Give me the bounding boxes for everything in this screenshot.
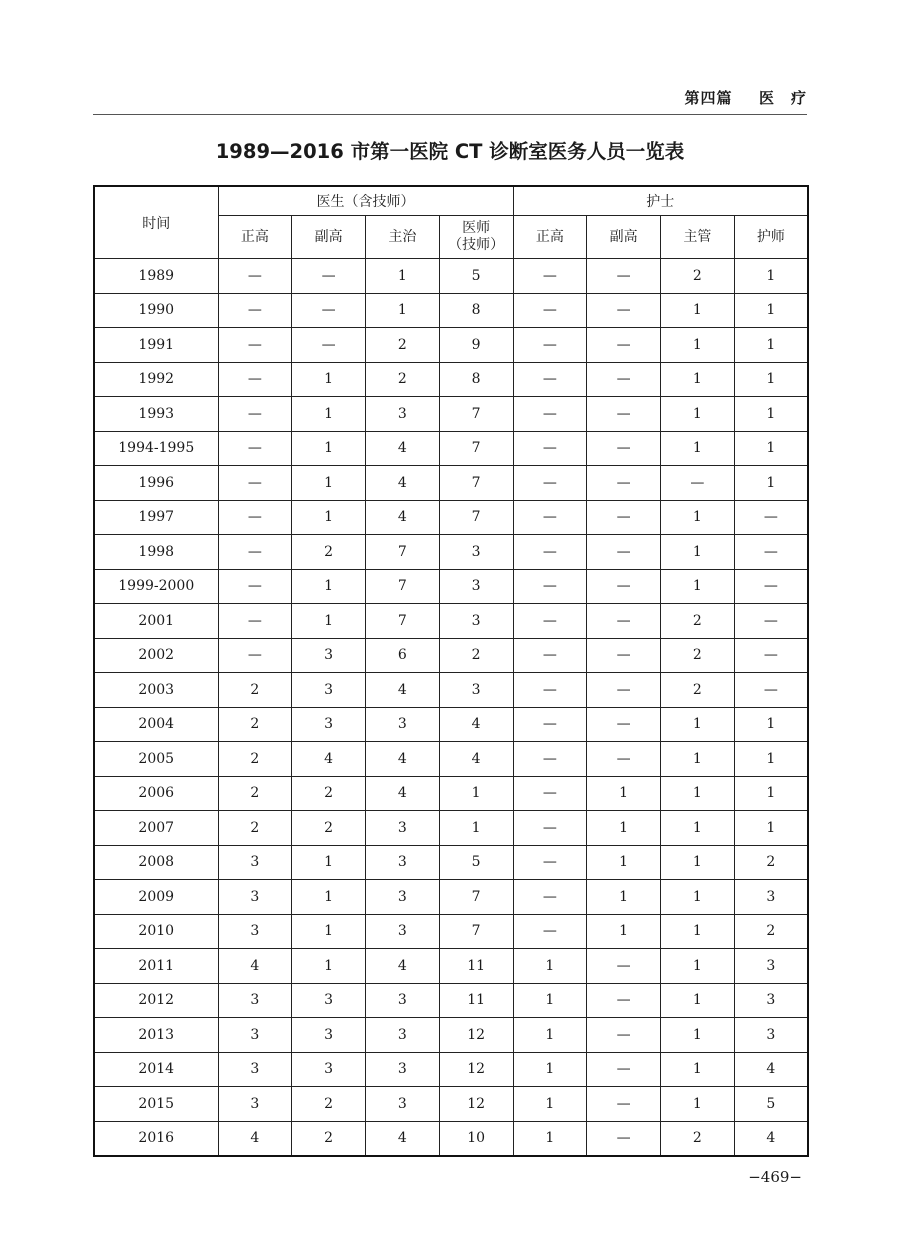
table-cell: 1 bbox=[513, 1018, 587, 1053]
table-cell: 4 bbox=[734, 1121, 808, 1156]
table-cell: — bbox=[587, 1018, 661, 1053]
table-cell: 1 bbox=[292, 604, 366, 639]
table-cell: 6 bbox=[366, 638, 440, 673]
row-time-cell: 2015 bbox=[94, 1087, 218, 1122]
table-cell: — bbox=[513, 776, 587, 811]
row-time-cell: 1996 bbox=[94, 466, 218, 501]
table-cell: 3 bbox=[292, 638, 366, 673]
table-cell: 11 bbox=[439, 949, 513, 984]
table-cell: — bbox=[218, 500, 292, 535]
table-cell: 1 bbox=[661, 293, 735, 328]
table-cell: 1 bbox=[661, 742, 735, 777]
row-time-cell: 1990 bbox=[94, 293, 218, 328]
table-cell: — bbox=[587, 328, 661, 363]
table-cell: 1 bbox=[734, 259, 808, 294]
table-cell: 1 bbox=[734, 742, 808, 777]
table-cell: 4 bbox=[366, 466, 440, 501]
table-cell: 4 bbox=[366, 742, 440, 777]
table-cell: 7 bbox=[366, 535, 440, 570]
col-header-nurse-senior: 正高 bbox=[513, 216, 587, 259]
table-cell: — bbox=[734, 535, 808, 570]
table-row bbox=[94, 500, 808, 535]
table-cell: 1 bbox=[292, 914, 366, 949]
table-cell: — bbox=[513, 466, 587, 501]
table-cell: 1 bbox=[661, 535, 735, 570]
table-cell: 1 bbox=[734, 776, 808, 811]
table-cell: — bbox=[218, 535, 292, 570]
row-time-cell: 2009 bbox=[94, 880, 218, 915]
table-cell: — bbox=[587, 1052, 661, 1087]
table-cell: 1 bbox=[366, 259, 440, 294]
row-time-cell: 2010 bbox=[94, 914, 218, 949]
table-cell: 4 bbox=[734, 1052, 808, 1087]
table-cell: 7 bbox=[439, 880, 513, 915]
group-header-doctor: 医生（含技师） bbox=[218, 186, 513, 216]
table-cell: 1 bbox=[734, 466, 808, 501]
staff-table bbox=[93, 185, 809, 1157]
table-cell: — bbox=[513, 431, 587, 466]
table-cell: — bbox=[513, 397, 587, 432]
table-cell: — bbox=[587, 983, 661, 1018]
row-time-cell: 2003 bbox=[94, 673, 218, 708]
table-row bbox=[94, 1018, 808, 1053]
table-cell: 2 bbox=[218, 742, 292, 777]
table-cell: — bbox=[587, 949, 661, 984]
row-time-cell: 2013 bbox=[94, 1018, 218, 1053]
table-cell: 5 bbox=[439, 259, 513, 294]
table-cell: 1 bbox=[661, 845, 735, 880]
table-cell: — bbox=[734, 638, 808, 673]
table-row bbox=[94, 535, 808, 570]
table-cell: 4 bbox=[439, 707, 513, 742]
table-row bbox=[94, 638, 808, 673]
table-cell: — bbox=[587, 604, 661, 639]
table-row bbox=[94, 845, 808, 880]
table-row bbox=[94, 1052, 808, 1087]
table-row bbox=[94, 259, 808, 294]
table-cell: 1 bbox=[292, 569, 366, 604]
table-cell: — bbox=[513, 328, 587, 363]
table-cell: 3 bbox=[366, 880, 440, 915]
table-cell: 7 bbox=[366, 604, 440, 639]
table-cell: — bbox=[587, 431, 661, 466]
table-cell: 2 bbox=[734, 845, 808, 880]
table-cell: 1 bbox=[661, 397, 735, 432]
table-cell: 3 bbox=[366, 811, 440, 846]
table-cell: 10 bbox=[439, 1121, 513, 1156]
table-cell: — bbox=[218, 397, 292, 432]
table-cell: 1 bbox=[587, 845, 661, 880]
table-cell: 1 bbox=[587, 811, 661, 846]
table-cell: 1 bbox=[734, 397, 808, 432]
table-cell: 2 bbox=[661, 604, 735, 639]
table-cell: 1 bbox=[292, 500, 366, 535]
table-cell: 1 bbox=[661, 500, 735, 535]
table-cell: 3 bbox=[439, 604, 513, 639]
table-cell: 2 bbox=[292, 535, 366, 570]
table-cell: — bbox=[587, 1121, 661, 1156]
table-cell: — bbox=[513, 259, 587, 294]
table-cell: 1 bbox=[734, 707, 808, 742]
row-time-cell: 1991 bbox=[94, 328, 218, 363]
table-cell: — bbox=[218, 466, 292, 501]
table-cell: 1 bbox=[587, 776, 661, 811]
table-cell: 1 bbox=[734, 328, 808, 363]
table-cell: 1 bbox=[661, 949, 735, 984]
table-cell: 3 bbox=[366, 707, 440, 742]
table-cell: 2 bbox=[661, 638, 735, 673]
table-row bbox=[94, 569, 808, 604]
col-header-time: 时间 bbox=[94, 186, 218, 259]
running-head bbox=[93, 87, 807, 115]
table-cell: 1 bbox=[661, 362, 735, 397]
table-row bbox=[94, 742, 808, 777]
table-cell: — bbox=[587, 500, 661, 535]
table-cell: 3 bbox=[439, 673, 513, 708]
table-cell: 1 bbox=[661, 707, 735, 742]
row-time-cell: 1994-1995 bbox=[94, 431, 218, 466]
table-row bbox=[94, 811, 808, 846]
table-cell: — bbox=[292, 259, 366, 294]
table-cell: 1 bbox=[661, 1018, 735, 1053]
row-time-cell: 2006 bbox=[94, 776, 218, 811]
row-time-cell: 1989 bbox=[94, 259, 218, 294]
table-row bbox=[94, 949, 808, 984]
table-cell: — bbox=[587, 638, 661, 673]
table-cell: 1 bbox=[661, 1052, 735, 1087]
table-cell: 2 bbox=[366, 362, 440, 397]
table-cell: 4 bbox=[439, 742, 513, 777]
table-row bbox=[94, 983, 808, 1018]
table-cell: — bbox=[734, 673, 808, 708]
table-cell: — bbox=[587, 742, 661, 777]
table-row bbox=[94, 1121, 808, 1156]
table-cell: 4 bbox=[218, 949, 292, 984]
table-cell: 9 bbox=[439, 328, 513, 363]
row-time-cell: 1999-2000 bbox=[94, 569, 218, 604]
table-cell: 4 bbox=[366, 673, 440, 708]
table-row bbox=[94, 673, 808, 708]
table-cell: 3 bbox=[366, 1052, 440, 1087]
table-cell: 3 bbox=[218, 1087, 292, 1122]
row-time-cell: 2001 bbox=[94, 604, 218, 639]
table-cell: — bbox=[513, 707, 587, 742]
table-cell: 1 bbox=[292, 949, 366, 984]
table-cell: 2 bbox=[218, 707, 292, 742]
row-time-cell: 2007 bbox=[94, 811, 218, 846]
table-cell: — bbox=[734, 500, 808, 535]
table-cell: 1 bbox=[661, 328, 735, 363]
table-cell: 3 bbox=[734, 983, 808, 1018]
table-cell: — bbox=[218, 293, 292, 328]
table-cell: — bbox=[513, 914, 587, 949]
table-cell: 7 bbox=[439, 914, 513, 949]
row-time-cell: 1998 bbox=[94, 535, 218, 570]
table-cell: 3 bbox=[218, 1018, 292, 1053]
table-cell: 3 bbox=[366, 1087, 440, 1122]
table-cell: — bbox=[218, 328, 292, 363]
table-cell: — bbox=[218, 604, 292, 639]
row-time-cell: 2002 bbox=[94, 638, 218, 673]
running-head-chapter: 医 疗 bbox=[758, 89, 807, 107]
table-cell: 2 bbox=[218, 673, 292, 708]
table-cell: — bbox=[513, 638, 587, 673]
table-cell: — bbox=[513, 845, 587, 880]
col-header-nurse-supervisor: 主管 bbox=[661, 216, 735, 259]
table-cell: — bbox=[513, 362, 587, 397]
table-cell: 1 bbox=[734, 431, 808, 466]
table-cell: 1 bbox=[661, 776, 735, 811]
table-cell: 12 bbox=[439, 1052, 513, 1087]
table-cell: 3 bbox=[218, 983, 292, 1018]
table-cell: 1 bbox=[734, 811, 808, 846]
table-cell: 1 bbox=[734, 362, 808, 397]
table-cell: 1 bbox=[366, 293, 440, 328]
table-title: 1989—2016 市第一医院 CT 诊断室医务人员一览表 bbox=[215, 140, 685, 163]
table-cell: — bbox=[513, 673, 587, 708]
table-cell: — bbox=[587, 466, 661, 501]
table-cell: 11 bbox=[439, 983, 513, 1018]
table-cell: 1 bbox=[292, 431, 366, 466]
col-header-doctor-attending: 主治 bbox=[366, 216, 440, 259]
table-cell: — bbox=[218, 362, 292, 397]
table-cell: 2 bbox=[661, 673, 735, 708]
table-cell: 4 bbox=[366, 949, 440, 984]
row-time-cell: 1997 bbox=[94, 500, 218, 535]
table-cell: 3 bbox=[292, 673, 366, 708]
table-cell: — bbox=[218, 569, 292, 604]
table-cell: 8 bbox=[439, 293, 513, 328]
table-cell: 3 bbox=[366, 983, 440, 1018]
table-cell: — bbox=[513, 742, 587, 777]
table-cell: — bbox=[587, 362, 661, 397]
table-cell: — bbox=[587, 1087, 661, 1122]
table-cell: 4 bbox=[292, 742, 366, 777]
table-cell: 2 bbox=[292, 811, 366, 846]
table-row bbox=[94, 328, 808, 363]
table-cell: 5 bbox=[439, 845, 513, 880]
col-header-doctor-senior: 正高 bbox=[218, 216, 292, 259]
col-header-doctor-physician: 医师 （技师） bbox=[439, 216, 513, 259]
table-cell: — bbox=[587, 569, 661, 604]
table-cell: 1 bbox=[513, 1121, 587, 1156]
table-cell: 3 bbox=[218, 880, 292, 915]
table-cell: — bbox=[587, 397, 661, 432]
row-time-cell: 2012 bbox=[94, 983, 218, 1018]
table-body bbox=[94, 259, 808, 1157]
table-cell: 1 bbox=[734, 293, 808, 328]
table-row bbox=[94, 397, 808, 432]
table-cell: 1 bbox=[661, 914, 735, 949]
table-cell: 1 bbox=[292, 880, 366, 915]
table-row bbox=[94, 707, 808, 742]
table-cell: 2 bbox=[218, 776, 292, 811]
table-cell: 5 bbox=[734, 1087, 808, 1122]
table-cell: 3 bbox=[218, 845, 292, 880]
table-cell: 7 bbox=[439, 397, 513, 432]
table-row bbox=[94, 466, 808, 501]
col-header-nurse-associate: 副高 bbox=[587, 216, 661, 259]
row-time-cell: 1993 bbox=[94, 397, 218, 432]
col-header-nurse-practitioner: 护师 bbox=[734, 216, 808, 259]
table-cell: 3 bbox=[366, 914, 440, 949]
table-cell: 2 bbox=[292, 776, 366, 811]
table-cell: 4 bbox=[218, 1121, 292, 1156]
table-cell: 1 bbox=[292, 845, 366, 880]
table-cell: 3 bbox=[734, 880, 808, 915]
table-cell: 2 bbox=[439, 638, 513, 673]
table-cell: 1 bbox=[587, 880, 661, 915]
table-cell: — bbox=[292, 293, 366, 328]
table-cell: 4 bbox=[366, 1121, 440, 1156]
table-row bbox=[94, 1087, 808, 1122]
row-time-cell: 1992 bbox=[94, 362, 218, 397]
table-cell: 3 bbox=[292, 983, 366, 1018]
table-cell: 1 bbox=[661, 983, 735, 1018]
table-cell: 1 bbox=[661, 811, 735, 846]
table-cell: 7 bbox=[439, 500, 513, 535]
col-header-doctor-associate: 副高 bbox=[292, 216, 366, 259]
table-cell: — bbox=[218, 431, 292, 466]
table-cell: 1 bbox=[439, 811, 513, 846]
table-row bbox=[94, 604, 808, 639]
table-cell: 1 bbox=[292, 362, 366, 397]
table-cell: 3 bbox=[366, 397, 440, 432]
table-cell: — bbox=[513, 604, 587, 639]
table-cell: 1 bbox=[661, 1087, 735, 1122]
row-time-cell: 2016 bbox=[94, 1121, 218, 1156]
table-cell: — bbox=[587, 673, 661, 708]
table-cell: 2 bbox=[661, 1121, 735, 1156]
table-cell: 2 bbox=[292, 1087, 366, 1122]
row-time-cell: 2014 bbox=[94, 1052, 218, 1087]
table-cell: — bbox=[513, 569, 587, 604]
table-cell: 2 bbox=[292, 1121, 366, 1156]
table-cell: 1 bbox=[661, 569, 735, 604]
table-cell: 3 bbox=[439, 569, 513, 604]
page-number: −469− bbox=[748, 1168, 802, 1186]
table-cell: 3 bbox=[366, 1018, 440, 1053]
table-row bbox=[94, 880, 808, 915]
table-cell: 2 bbox=[661, 259, 735, 294]
row-time-cell: 2005 bbox=[94, 742, 218, 777]
table-cell: 2 bbox=[734, 914, 808, 949]
table-row bbox=[94, 362, 808, 397]
table-cell: 2 bbox=[366, 328, 440, 363]
table-cell: 12 bbox=[439, 1018, 513, 1053]
table-cell: 1 bbox=[513, 983, 587, 1018]
table-row bbox=[94, 431, 808, 466]
table-cell: — bbox=[218, 259, 292, 294]
table-row bbox=[94, 914, 808, 949]
table-cell: 1 bbox=[513, 949, 587, 984]
table-cell: — bbox=[513, 293, 587, 328]
table-row bbox=[94, 776, 808, 811]
table-cell: 1 bbox=[661, 431, 735, 466]
table-cell: — bbox=[513, 880, 587, 915]
table-cell: 3 bbox=[734, 949, 808, 984]
table-cell: — bbox=[513, 535, 587, 570]
group-header-nurse: 护士 bbox=[513, 186, 808, 216]
table-cell: — bbox=[513, 811, 587, 846]
table-cell: 3 bbox=[366, 845, 440, 880]
table-cell: 12 bbox=[439, 1087, 513, 1122]
table-cell: 7 bbox=[366, 569, 440, 604]
table-row bbox=[94, 293, 808, 328]
table-cell: 1 bbox=[513, 1052, 587, 1087]
table-cell: 4 bbox=[366, 776, 440, 811]
table-cell: 3 bbox=[218, 914, 292, 949]
table-cell: 2 bbox=[218, 811, 292, 846]
table-cell: 1 bbox=[292, 466, 366, 501]
table-cell: — bbox=[587, 535, 661, 570]
table-cell: — bbox=[587, 293, 661, 328]
table-cell: 7 bbox=[439, 431, 513, 466]
table-cell: — bbox=[587, 259, 661, 294]
table-cell: 1 bbox=[439, 776, 513, 811]
row-time-cell: 2011 bbox=[94, 949, 218, 984]
row-time-cell: 2004 bbox=[94, 707, 218, 742]
table-cell: — bbox=[734, 569, 808, 604]
table-cell: — bbox=[513, 500, 587, 535]
table-cell: 7 bbox=[439, 466, 513, 501]
table-cell: 8 bbox=[439, 362, 513, 397]
table-cell: 3 bbox=[292, 707, 366, 742]
table-cell: — bbox=[734, 604, 808, 639]
table-cell: 4 bbox=[366, 431, 440, 466]
row-time-cell: 2008 bbox=[94, 845, 218, 880]
table-cell: 3 bbox=[218, 1052, 292, 1087]
table-cell: — bbox=[218, 638, 292, 673]
table-cell: 3 bbox=[439, 535, 513, 570]
table-cell: 1 bbox=[292, 397, 366, 432]
table-cell: 3 bbox=[292, 1052, 366, 1087]
table-cell: — bbox=[661, 466, 735, 501]
running-head-section: 第四篇 bbox=[684, 89, 733, 107]
table-cell: 1 bbox=[661, 880, 735, 915]
table-cell: 1 bbox=[513, 1087, 587, 1122]
table-cell: 1 bbox=[587, 914, 661, 949]
table-cell: 4 bbox=[366, 500, 440, 535]
table-cell: — bbox=[292, 328, 366, 363]
table-cell: 3 bbox=[734, 1018, 808, 1053]
table-cell: 3 bbox=[292, 1018, 366, 1053]
table-cell: — bbox=[587, 707, 661, 742]
